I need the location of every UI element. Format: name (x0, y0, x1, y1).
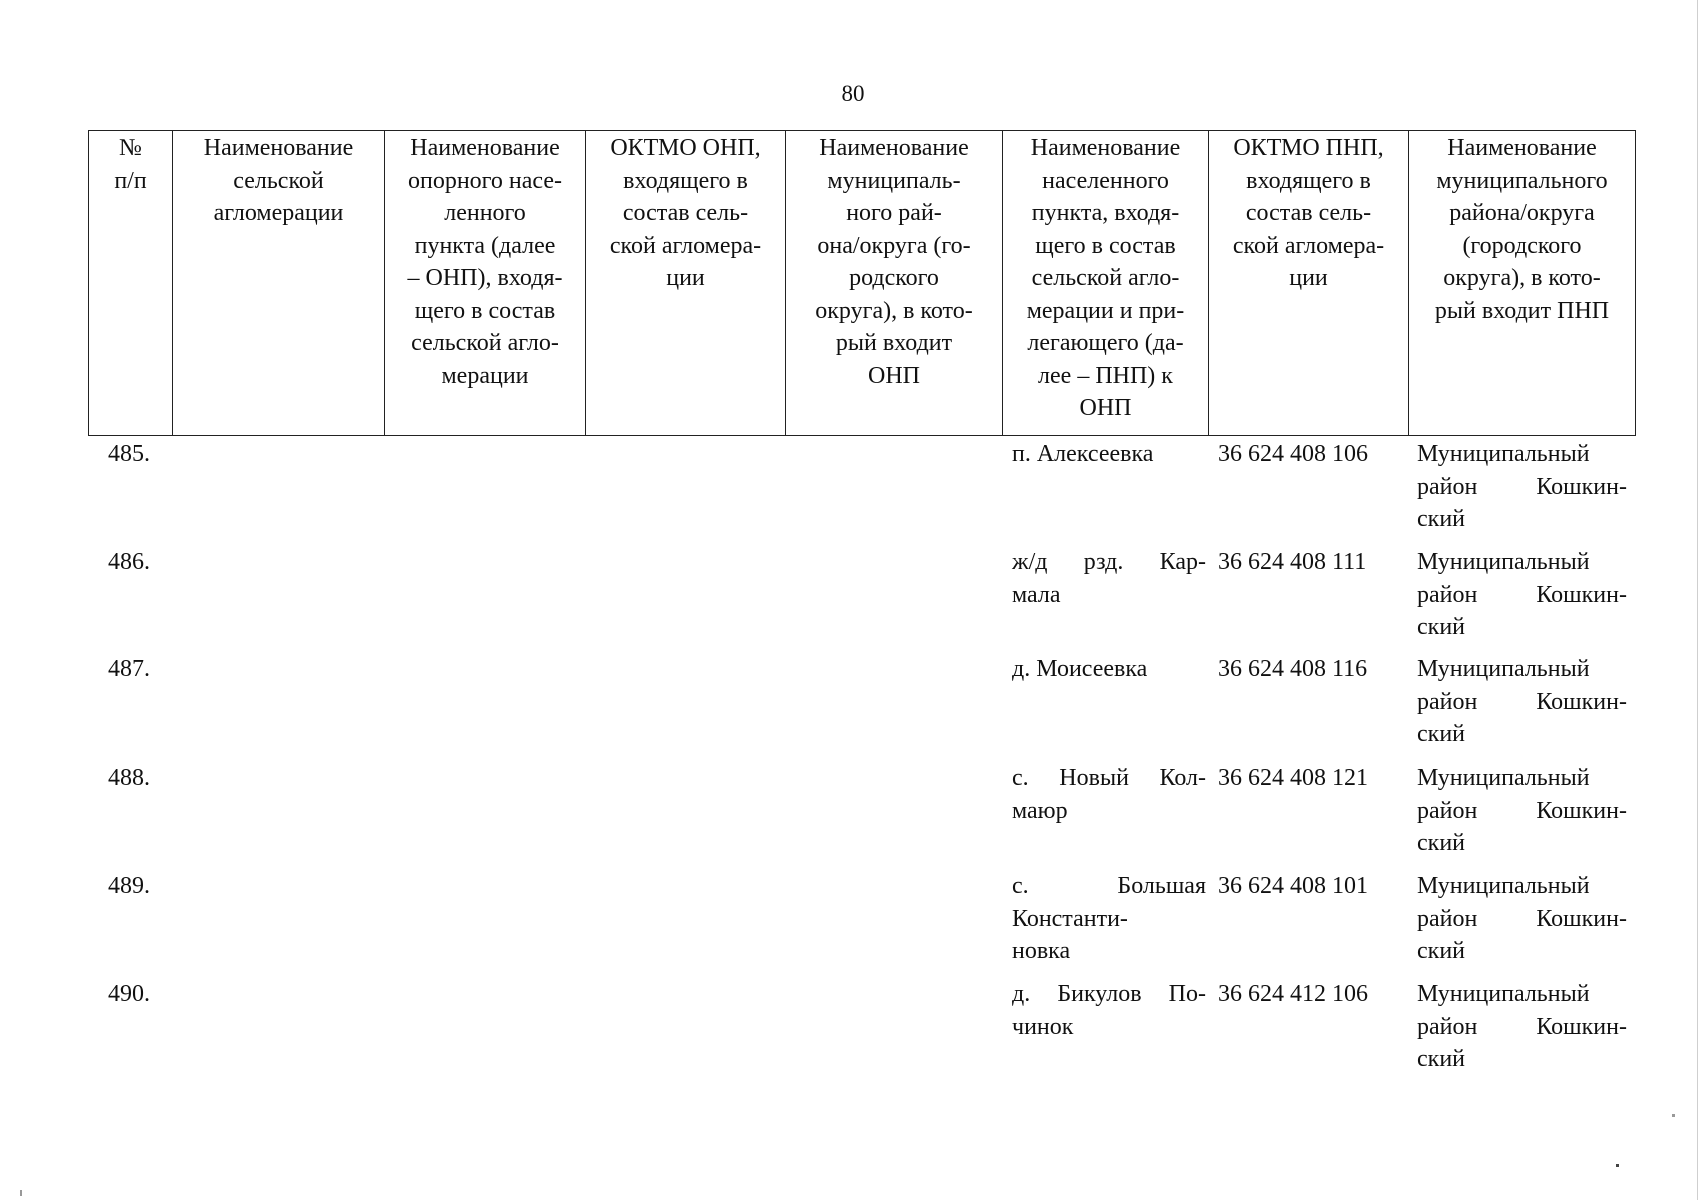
header-text-line: рый входит ПНП (1434, 297, 1610, 324)
district-name-line: ский (1417, 614, 1465, 640)
settlement-name-line: с. Большая (1012, 873, 1206, 899)
district-name-line: Муниципальный (1417, 765, 1590, 791)
header-text-line: сельской агло- (411, 330, 559, 356)
district-name-line: район Кошкин- (1417, 1013, 1627, 1040)
district-name-line: район Кошкин- (1417, 581, 1627, 608)
settlement-name (1012, 653, 1206, 686)
header-text-line: входящего в (623, 167, 748, 194)
header-text-line: ской агломера- (1232, 232, 1385, 259)
district-name-line: ский (1417, 721, 1465, 747)
row-number: 487. (108, 656, 150, 682)
header-text-line: ленного (444, 200, 526, 226)
settlement-name (1012, 870, 1206, 968)
settlement-name-line: п. Алексеевка (1012, 441, 1154, 467)
header-text-line: ного рай- (846, 200, 942, 226)
row-number: 486. (108, 549, 150, 575)
row-number: 490. (108, 981, 150, 1007)
table-header (88, 130, 1636, 436)
district-name-line: ский (1417, 506, 1465, 532)
header-text-line: пункта, входя- (1031, 200, 1180, 226)
header-text-line: сельской (233, 167, 324, 194)
header-text-line: сельской агло- (1031, 265, 1180, 291)
header-text-line: муниципаль- (827, 167, 961, 194)
header-text-line: щего в состав (414, 297, 556, 324)
district-name-line: Муниципальный (1417, 549, 1590, 575)
header-text-line: Наименование (203, 135, 354, 161)
header-cell-onp-oktmo (586, 131, 786, 436)
scan-speck (1616, 1164, 1619, 1167)
district-name (1417, 762, 1627, 860)
header-text-line: Наименование (410, 135, 560, 161)
header-cell-onp-district (786, 131, 1003, 436)
header-text-line: района/округа (1449, 200, 1595, 226)
header-text-line: № (119, 135, 142, 161)
settlement-name-line: д. Моисеевка (1012, 656, 1148, 682)
header-text-line: п/п (114, 167, 147, 194)
row-number: 488. (108, 765, 150, 791)
header-text-line: Наименование (1030, 135, 1181, 161)
scan-speck (20, 1190, 22, 1196)
header-text-line: – ОНП), входя- (407, 265, 563, 291)
settlement-name-line: Константи- (1012, 905, 1128, 932)
header-text-line: ской агломера- (609, 232, 762, 259)
oktmo-code: 36 624 412 106 (1218, 981, 1368, 1007)
district-name (1417, 870, 1627, 968)
oktmo-code: 36 624 408 101 (1218, 873, 1368, 899)
oktmo-code: 36 624 408 106 (1218, 441, 1368, 467)
header-text-line: рый входит (835, 330, 953, 356)
header-text-line: входящего в (1246, 167, 1371, 194)
header-cell-pnp-name (1003, 131, 1209, 436)
oktmo-code: 36 624 408 111 (1218, 549, 1367, 575)
district-name (1417, 438, 1627, 536)
settlement-name (1012, 762, 1206, 827)
district-name-line: ский (1417, 1046, 1465, 1072)
settlement-name (1012, 438, 1206, 471)
oktmo-code: 36 624 408 116 (1218, 656, 1368, 682)
header-text-line: ОНП (868, 362, 920, 389)
oktmo-code: 36 624 408 121 (1218, 765, 1368, 791)
header-text-line: ции (1289, 265, 1328, 291)
header-cell-pnp-district (1409, 131, 1636, 436)
district-name-line: Муниципальный (1417, 873, 1590, 899)
district-name-line: ский (1417, 830, 1465, 856)
header-text-line: пункта (далее (414, 232, 556, 259)
header-cell-number (89, 131, 173, 436)
header-text-line: состав сель- (622, 200, 749, 226)
district-name (1417, 978, 1627, 1076)
header-text-line: населенного (1042, 167, 1169, 194)
header-text-line: мерации и при- (1026, 297, 1185, 324)
header-cell-onp-name (385, 131, 586, 436)
header-text-line: Наименование (819, 135, 969, 161)
settlement-name-line: с. Новый Кол- (1012, 765, 1206, 791)
district-name-line: Муниципальный (1417, 656, 1590, 682)
header-text-line: лее – ПНП) к (1038, 362, 1173, 389)
header-text-line: состав сель- (1245, 200, 1372, 226)
settlement-name-line: новка (1012, 938, 1071, 964)
district-name (1417, 546, 1627, 644)
header-text-line: агломерации (213, 200, 344, 226)
header-text-line: легающего (да- (1027, 330, 1184, 356)
header-text-line: ОКТМО ОНП, (610, 135, 761, 161)
header-text-line: муниципального (1436, 167, 1608, 194)
header-text-line: ОКТМО ПНП, (1233, 135, 1384, 161)
header-text-line: опорного насе- (407, 167, 563, 194)
settlement-name-line: ж/д рзд. Кар- (1012, 549, 1206, 575)
row-number: 489. (108, 873, 150, 899)
scan-edge-line (1697, 0, 1698, 1200)
header-text-line: родского (849, 265, 939, 291)
header-text-line: округа), в кото- (1443, 265, 1601, 291)
settlement-name-line: чинок (1012, 1013, 1074, 1040)
district-name-line: Муниципальный (1417, 441, 1590, 467)
district-name-line: район Кошкин- (1417, 905, 1627, 932)
header-text-line: щего в состав (1035, 232, 1176, 259)
header-text-line: Наименование (1447, 135, 1597, 161)
district-name-line: район Кошкин- (1417, 473, 1627, 500)
scan-speck (1672, 1114, 1675, 1117)
district-name-line: район Кошкин- (1417, 797, 1627, 824)
settlement-name (1012, 546, 1206, 611)
settlement-name-line: д. Бикулов По- (1012, 981, 1206, 1007)
header-text-line: ции (666, 265, 705, 291)
header-cell-pnp-oktmo (1209, 131, 1409, 436)
settlement-name (1012, 978, 1206, 1043)
header-cell-agglomeration (173, 131, 385, 436)
header-text-line: округа), в кото- (815, 297, 973, 324)
settlement-name-line: мала (1012, 581, 1061, 608)
district-name (1417, 653, 1627, 751)
header-text-line: она/округа (го- (817, 232, 971, 259)
header-text-line: (городского (1462, 232, 1582, 259)
header-text-line: ОНП (1079, 395, 1132, 421)
row-number: 485. (108, 441, 150, 467)
settlement-name-line: маюр (1012, 797, 1068, 824)
page-number: 80 (841, 81, 865, 106)
header-text-line: мерации (441, 362, 529, 389)
district-name-line: Муниципальный (1417, 981, 1590, 1007)
district-name-line: район Кошкин- (1417, 688, 1627, 715)
district-name-line: ский (1417, 938, 1465, 964)
